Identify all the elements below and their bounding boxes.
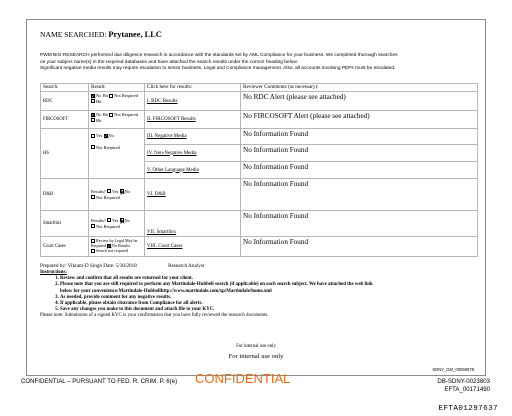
source-smartlinx: Smartlinx [41,211,89,237]
internal-use-small: For internal use only [236,344,276,349]
option-label: No [124,188,130,194]
internal-use-large: For internal use only [228,353,284,360]
header-result: Result: [89,84,145,92]
link-cell-smartlinx [145,211,241,237]
link-cell-rdc [145,92,241,111]
link-court-cases[interactable]: VIII. Court Cases [147,244,183,249]
comment-other-language-media: No Information Found [241,162,478,179]
link-cell-fircosoft [145,111,241,129]
table-row-rdc [41,92,478,111]
header-link: Click here for results: [145,84,241,92]
option-label: Hit [96,117,102,123]
confidential-notice: CONFIDENTIAL – PURSUANT TO FED. R. CRIM. P. 6(e) [21,378,178,385]
source-rdc: RDC [41,92,89,111]
sdny-gm-number: SDNY_GM_00066978 [432,367,474,372]
link-fircosoft-results[interactable]: II. FIRCOSOFT Results [147,117,196,122]
table-row-hs-negative [41,129,478,145]
instructions-block [40,270,480,320]
prepared-by-line [40,263,290,269]
confidential-stamp: CONFIDENTIAL [195,371,291,386]
submission-note: Please note: Submission of a signed KYC is your confirmation that you have fully reviewed the research documents. [40,313,269,319]
subject-name: Prytanee, LLC [108,30,162,39]
checkbox-not-required[interactable] [91,145,95,149]
option-label: Not Required [114,93,138,98]
instruction-item: 1. Review and confirm that all results are returned for your client. [60,276,480,282]
intro-line: Significant negative media results may require escalation to senior business, Legal and Compliance management. Also, all accounts involving PEPs must be escalated. [40,66,396,72]
results-table [40,83,478,257]
header-search: Search: [41,84,89,92]
prepared-by: Prepared by: Vikram-D Singh Date: 5/30/2018 [40,263,137,269]
checkbox-yes[interactable] [107,218,111,222]
option-label: Required [91,243,107,248]
bates-efta-small: EFTA_00171490 [444,385,490,393]
source-db: D&B [41,179,89,211]
bates-db-sdny: DB-SDNY-0023803 [437,378,490,385]
checkbox-hit[interactable] [91,99,95,103]
comment-court-cases: No Information Found [241,237,478,257]
link-cell-db [145,179,241,211]
link-non-negative-media[interactable]: IV. Non-Negative Media [147,150,197,156]
option-label: Yes [96,133,103,138]
option-label: Not Required [96,144,120,150]
comment-fircosoft: No FIRCOSOFT Alert (please see attached) [241,111,478,129]
instruction-item: 5. Save any changes you make to this document and attach file to your KYC. [60,307,480,313]
efta-stamp: EFTA01297637 [438,405,498,413]
comment-rdc: No RDC Alert (please see attached) [241,92,478,111]
option-label: No Results [112,243,131,248]
link-cell-negative-media [145,129,241,145]
option-label: Not Required [114,112,138,117]
option-label: Review by Legal May be [96,238,138,243]
checkbox-yes[interactable] [91,134,95,138]
table-row-db [41,179,478,211]
table-header-row [41,84,478,92]
bates-numbers [437,378,490,393]
instructions-list [40,276,480,313]
checkbox-not-required[interactable] [91,195,95,199]
intro-line: on your subject name(s) in the required databases and have attached the search results under the correct heading below. [40,59,298,65]
intro-line: PWM BIG-RESEARCH performed due diligence research in accordance with the standards set by AML Compliance for your business. We completed thorough searches [40,53,398,58]
instructions-title: Instructions: [40,270,67,275]
link-db[interactable]: VI. D&B [147,192,166,197]
result-options-hs [89,129,145,179]
checkbox-not-required[interactable] [109,94,113,98]
name-searched-heading [40,30,162,39]
link-rdc-results[interactable]: I. RDC Results [147,98,178,104]
prepared-role: Research Analyst [168,263,205,269]
link-negative-media[interactable]: III. Negative Media [147,134,187,139]
checkbox-search-not-required[interactable] [91,249,95,253]
result-options-smartlinx [89,211,145,237]
table-row-fircosoft [41,111,478,129]
comment-db: No Information Found [241,179,478,211]
option-label: Yes [112,217,119,223]
result-options-db [89,179,145,211]
document-page [26,19,486,376]
comment-non-negative-media: No Information Found [241,145,478,162]
checkbox-yes[interactable] [107,189,111,193]
link-cell-other-language-media [145,162,241,179]
checkbox-no-checked[interactable] [120,189,124,193]
checkbox-no-hit-checked[interactable] [91,113,95,117]
link-cell-court-cases [145,237,241,257]
comment-negative-media: No Information Found [241,129,478,145]
option-label: No Hit [96,93,109,98]
source-hs: HS [41,129,89,179]
instruction-item: 4. If applicable, please obtain clearance from Compliance for all alerts. [60,301,480,307]
results-prefix: Results? [91,188,106,194]
source-court-cases: Court Cases [41,237,89,257]
option-label: Hit [96,98,102,104]
option-label: Search not required [96,248,129,253]
checkbox-not-required[interactable] [91,224,95,228]
name-searched-label: NAME SEARCHED: [40,30,107,39]
results-prefix: Results? [91,217,106,223]
option-label: Not Required [96,194,120,200]
link-other-language-media[interactable]: V. Other Language Media [147,167,199,173]
result-options-rdc [89,92,145,111]
instruction-link-line[interactable]: below for your convenience:Martindale-Hubbellhttp://www.martindale.com/xp/Martindale/home.xml [60,288,272,294]
option-label: Not Required [96,223,120,229]
checkbox-hit[interactable] [91,118,95,122]
table-row-court-cases [41,237,478,257]
result-options-fircosoft [89,111,145,129]
table-row-smartlinx [41,211,478,237]
header-comments: Reviewer Comments (as necessary): [241,84,478,92]
link-cell-non-negative-media [145,145,241,162]
option-label: No [108,133,114,138]
checkbox-no-checked[interactable] [120,218,124,222]
result-options-court [89,237,145,257]
link-smartlinx[interactable]: VII. Smartlinx [147,230,177,235]
instruction-item: 3. As needed, provide comment for any negative results. [60,295,480,301]
option-label: No [124,217,130,223]
instruction-text: Please note that you are still required to perform any Martindale-Hubbell search (if applicable) on each search subject. We have attached the web link [60,282,373,288]
intro-paragraph [40,53,480,73]
checkbox-no-hit-checked[interactable] [91,94,95,98]
instruction-item [60,282,480,294]
checkbox-not-required[interactable] [109,113,113,117]
option-label: Yes [112,188,119,194]
comment-smartlinx: No Information Found [241,211,478,237]
checkbox-review-by-legal[interactable] [91,239,95,243]
source-fircosoft: FIRCOSOFT [41,111,89,129]
option-label: No Hit [96,112,109,117]
checkbox-no-checked[interactable] [104,134,108,138]
checkbox-no-results-checked[interactable] [107,244,111,248]
